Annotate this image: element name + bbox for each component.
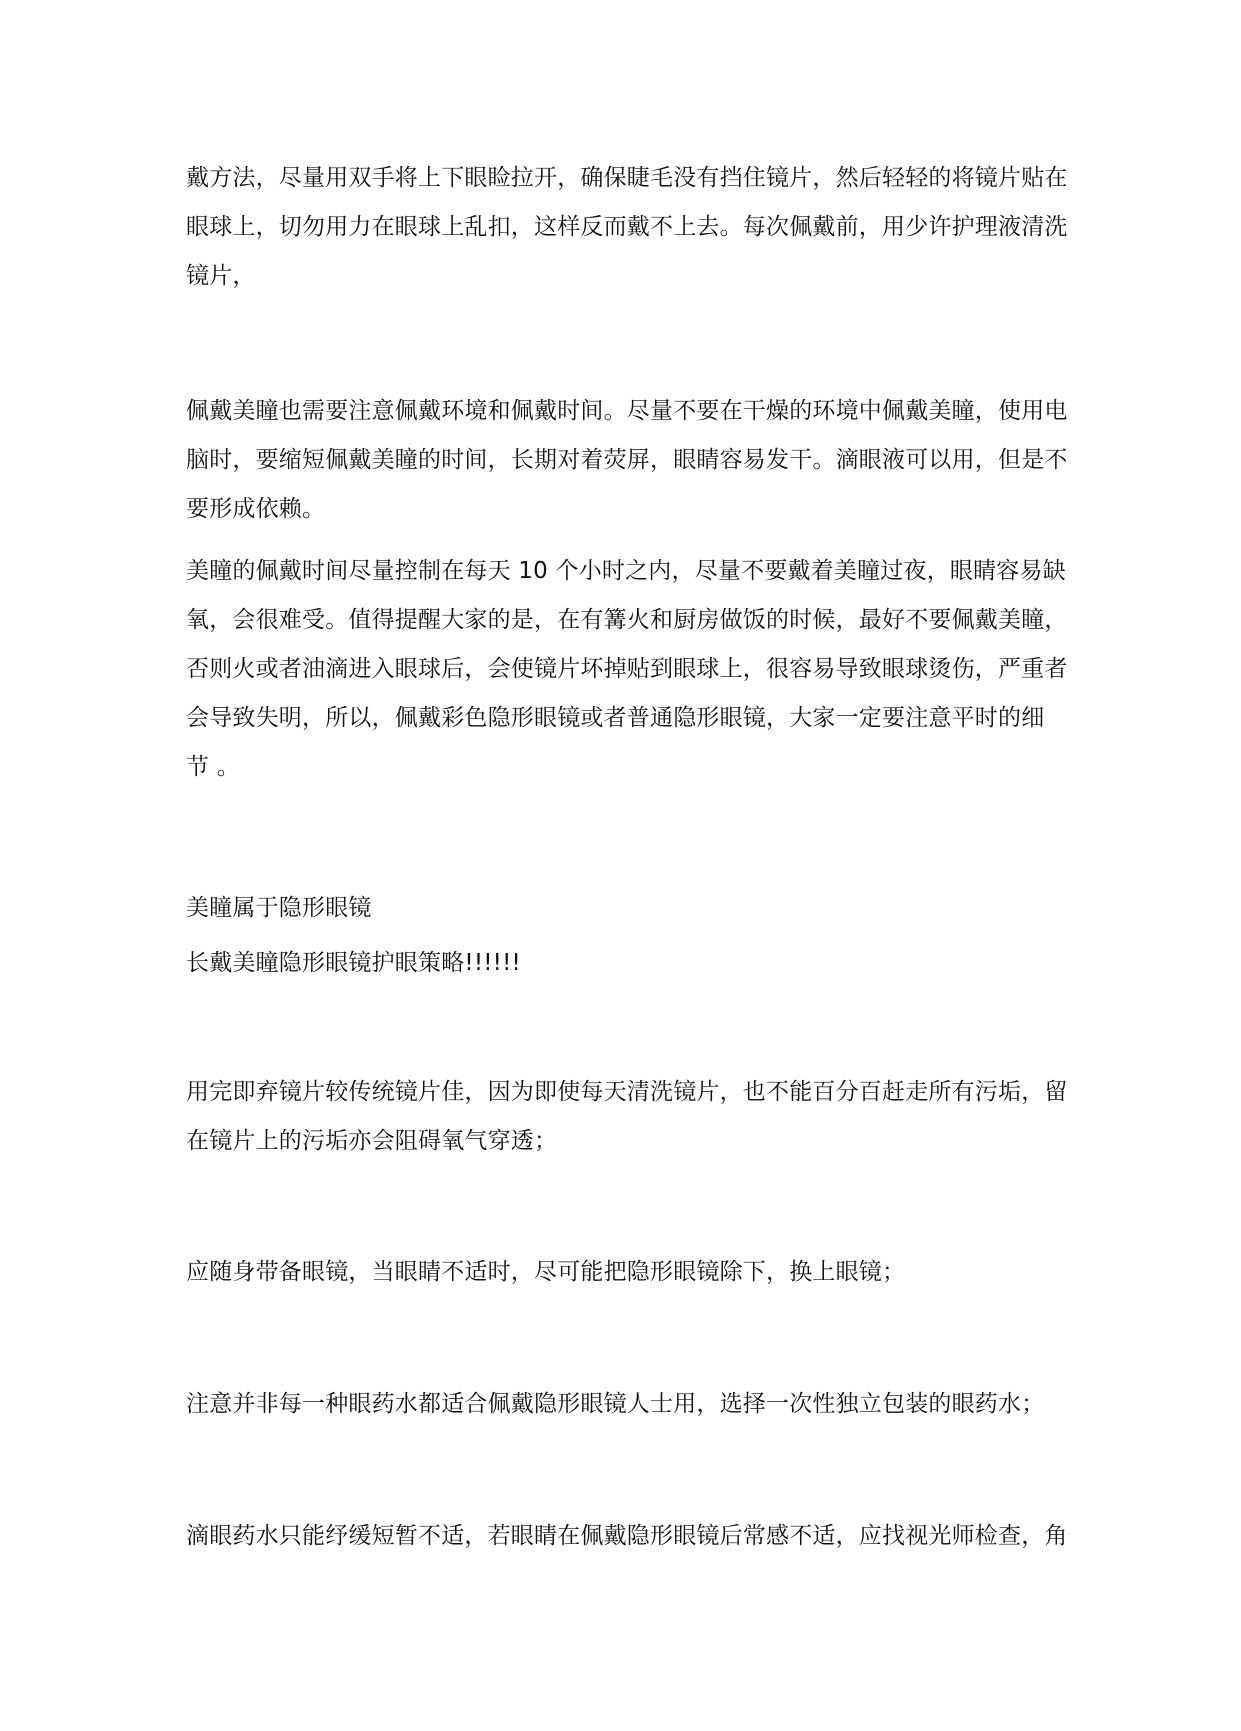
text-line: 眼球上，切勿用力在眼球上乱扣，这样反而戴不上去。每次佩戴前，用少许护理液清洗 — [186, 214, 1068, 240]
paragraph-carry-glasses — [186, 1248, 1122, 1297]
paragraph-wearing-method — [186, 154, 1122, 301]
text-line: 用完即弃镜片较传统镜片佳，因为即使每天清洗镜片，也不能百分百赶走所有污垢，留 — [186, 1079, 1068, 1105]
text-line: 戴方法，尽量用双手将上下眼睑拉开，确保睫毛没有挡住镜片，然后轻轻的将镜片贴在 — [186, 165, 1068, 191]
text-line: 美瞳的佩戴时间尽量控制在每天 10 个小时之内，尽量不要戴着美瞳过夜，眼睛容易缺 — [186, 558, 1066, 584]
text-line: 美瞳属于隐形眼镜 — [186, 895, 372, 921]
text-line: 脑时，要缩短佩戴美瞳的时间，长期对着荧屏，眼睛容易发干。滴眼液可以用，但是不 — [186, 447, 1068, 473]
text-line: 要形成依赖。 — [186, 496, 326, 522]
text-line: 注意并非每一种眼药水都适合佩戴隐形眼镜人士用，选择一次性独立包装的眼药水； — [186, 1391, 1045, 1417]
paragraph-eye-drops — [186, 1380, 1122, 1429]
paragraph-wearing-environment — [186, 387, 1122, 534]
text-line: 会导致失明，所以，佩戴彩色隐形眼镜或者普通隐形眼镜，大家一定要注意平时的细 — [186, 705, 1045, 731]
text-line: 佩戴美瞳也需要注意佩戴环境和佩戴时间。尽量不要在干燥的环境中佩戴美瞳，使用电 — [186, 398, 1068, 424]
paragraph-wearing-time — [186, 547, 1122, 792]
text-line: 滴眼药水只能纾缓短暂不适，若眼睛在佩戴隐形眼镜后常感不适，应找视光师检查，角 — [186, 1523, 1068, 1549]
text-line: 节 。 — [186, 754, 240, 780]
heading-contact-lens — [186, 884, 1122, 933]
text-line: 镜片， — [186, 263, 256, 289]
text-line: 应随身带备眼镜，当眼睛不适时，尽可能把隐形眼镜除下，换上眼镜； — [186, 1259, 906, 1285]
text-line: 否则火或者油滴进入眼球后，会使镜片坏掉贴到眼球上，很容易导致眼球烫伤，严重者 — [186, 656, 1068, 682]
text-line: 氧，会很难受。值得提醒大家的是，在有篝火和厨房做饭的时候，最好不要佩戴美瞳， — [186, 607, 1068, 633]
paragraph-see-optometrist — [186, 1512, 1122, 1561]
text-line: 在镜片上的污垢亦会阻碍氧气穿透； — [186, 1128, 558, 1154]
heading-eye-care-strategy — [186, 939, 1122, 988]
paragraph-disposable-lens — [186, 1068, 1122, 1166]
text-line: 长戴美瞳隐形眼镜护眼策略!!!!!! — [186, 950, 521, 976]
